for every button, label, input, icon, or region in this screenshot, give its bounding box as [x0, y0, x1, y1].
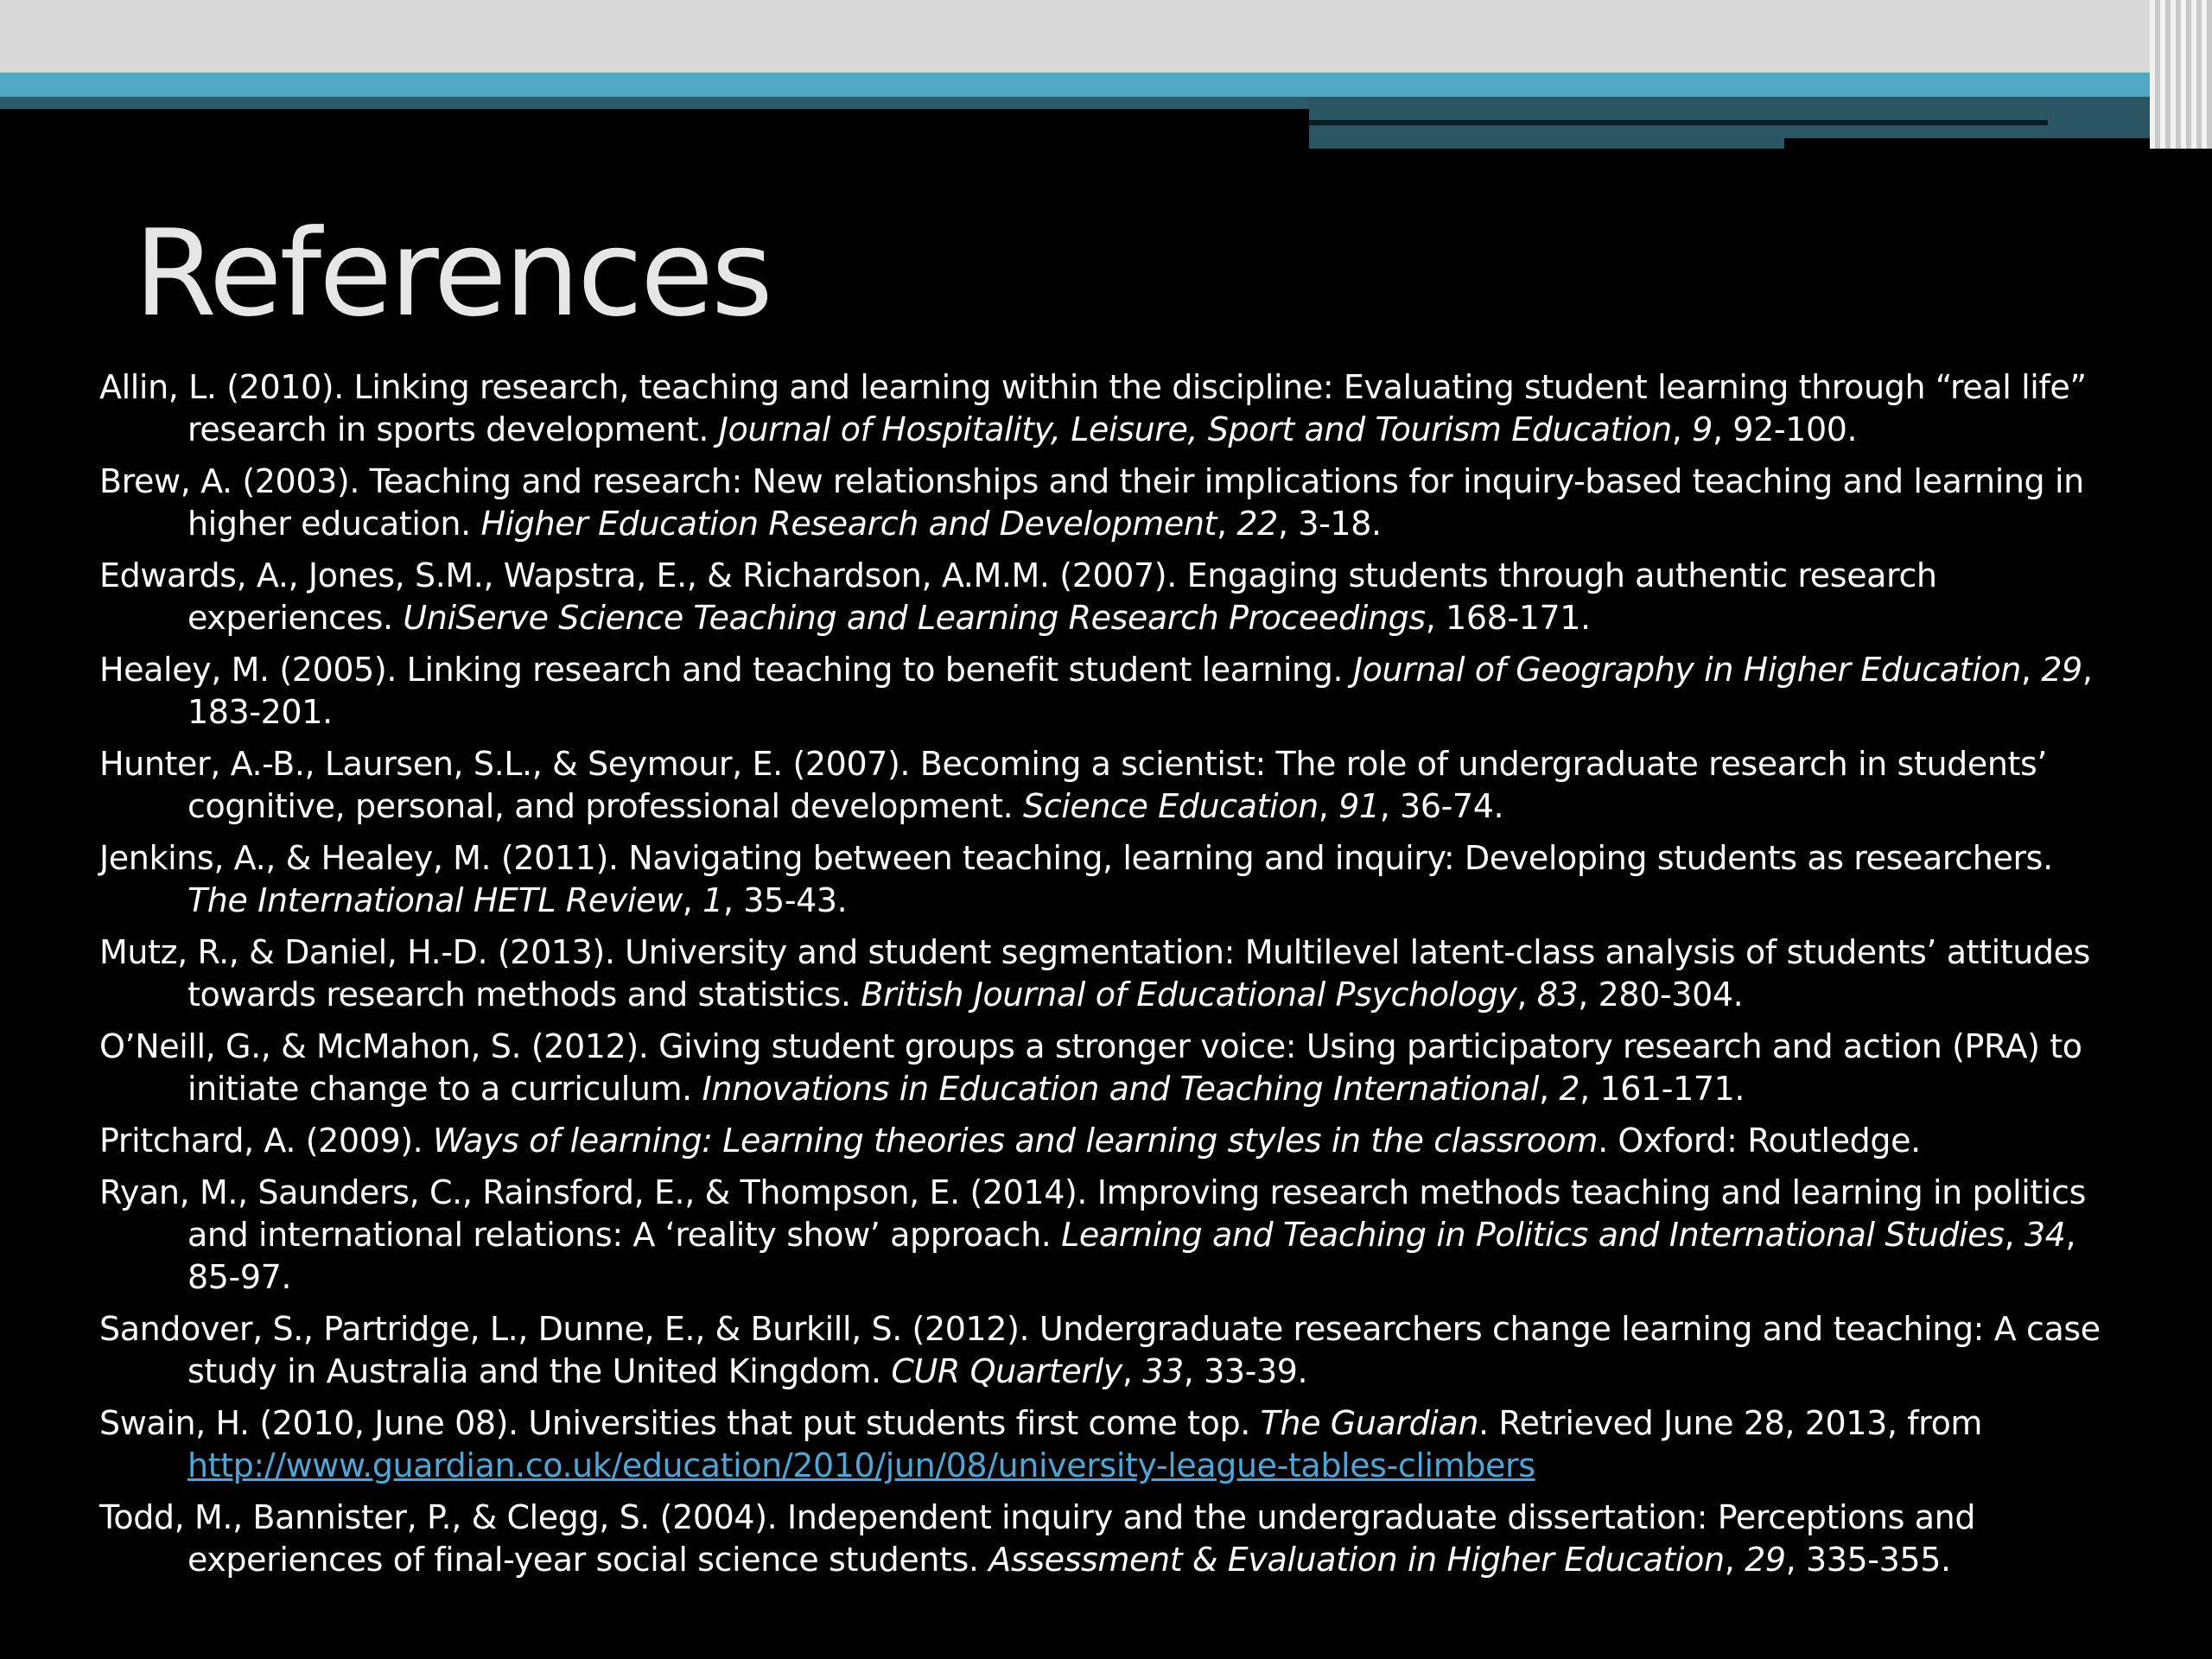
- reference-pages: , 35-43.: [722, 881, 848, 919]
- reference-volume: 22: [1236, 505, 1278, 543]
- reference-source: Higher Education Research and Development: [480, 505, 1217, 543]
- reference-text: Healey, M. (2005). Linking research and teaching to benefit student learning.: [99, 651, 1353, 689]
- reference-item: [99, 1308, 2104, 1393]
- reference-text: Swain, H. (2010, June 08). Universities that put students first come top.: [99, 1404, 1261, 1442]
- reference-item: [99, 1497, 2104, 1581]
- reference-source: UniServe Science Teaching and Learning Research Proceedings: [403, 599, 1426, 637]
- reference-item: [99, 461, 2104, 545]
- reference-pages: . Oxford: Routledge.: [1598, 1122, 1921, 1160]
- reference-pages: , 161-171.: [1580, 1070, 1745, 1108]
- reference-text: Todd, M., Bannister, P., & Clegg, S. (2004). Independent inquiry and the undergraduate dissertation: Perceptions and experiences of final-year social science students.: [99, 1498, 1976, 1579]
- reference-text: O’Neill, G., & McMahon, S. (2012). Giving student groups a stronger voice: Using participatory research and action (PRA) to initiate change to a curriculum.: [99, 1027, 2082, 1108]
- reference-pages: . Retrieved June 28, 2013, from: [1478, 1404, 1983, 1442]
- reference-separator: ,: [1318, 787, 1339, 825]
- reference-source: Learning and Teaching in Politics and International Studies: [1061, 1216, 2005, 1254]
- reference-item: [99, 743, 2104, 828]
- reference-separator: ,: [1671, 410, 1693, 448]
- reference-separator: ,: [682, 881, 703, 919]
- reference-pages: , 85-97.: [188, 1216, 2076, 1296]
- reference-source: Assessment & Evaluation in Higher Education: [988, 1541, 1725, 1579]
- header-gray-band: [0, 0, 2212, 73]
- reference-text: Ryan, M., Saunders, C., Rainsford, E., & Thompson, E. (2014). Improving research methods teaching and learning in politics and international relations: A ‘reality show’ approach.: [99, 1173, 2086, 1254]
- reference-source: Innovations in Education and Teaching International: [702, 1070, 1539, 1108]
- reference-item: [99, 1026, 2104, 1110]
- reference-pages: , 168-171.: [1425, 599, 1591, 637]
- reference-source: Ways of learning: Learning theories and learning styles in the classroom: [433, 1122, 1599, 1160]
- reference-separator: ,: [1516, 976, 1537, 1014]
- reference-text: Mutz, R., & Daniel, H.-D. (2013). University and student segmentation: Multilevel latent-class analysis of students’ attitudes towards research methods and statistics.: [99, 933, 2091, 1014]
- reference-link[interactable]: http://www.guardian.co.uk/education/2010/jun/08/university-league-tables-climbers: [188, 1446, 1535, 1484]
- reference-source: The Guardian: [1260, 1404, 1479, 1442]
- reference-separator: ,: [1122, 1352, 1143, 1390]
- reference-item: [99, 555, 2104, 639]
- reference-text: Pritchard, A. (2009).: [99, 1122, 434, 1160]
- reference-source: Journal of Geography in Higher Education: [1352, 651, 2021, 689]
- header-stripe-accent: [2150, 0, 2212, 149]
- reference-text: Sandover, S., Partridge, L., Dunne, E., & Burkill, S. (2012). Undergraduate researchers change learning and teaching: A case study in Australia and the United Kingdom.: [99, 1310, 2101, 1390]
- reference-pages: , 183-201.: [188, 651, 2093, 731]
- header-teal-notch: [1784, 138, 2160, 150]
- reference-pages: , 335-355.: [1785, 1541, 1951, 1579]
- reference-item: [99, 649, 2104, 734]
- reference-item: [99, 366, 2104, 451]
- reference-separator: ,: [1724, 1541, 1745, 1579]
- reference-volume: 91: [1338, 787, 1380, 825]
- reference-pages: , 36-74.: [1379, 787, 1504, 825]
- reference-list: [99, 366, 2104, 1591]
- reference-volume: 1: [702, 881, 723, 919]
- reference-volume: 34: [2024, 1216, 2066, 1254]
- header-blue-band: [0, 73, 2160, 97]
- reference-pages: , 92-100.: [1712, 410, 1858, 448]
- header-dark-strip: [0, 97, 1309, 109]
- reference-text: Jenkins, A., & Healey, M. (2011). Navigating between teaching, learning and inquiry: Developing students as researchers.: [99, 839, 2053, 877]
- reference-source: Journal of Hospitality, Leisure, Sport and Tourism Education: [718, 410, 1672, 448]
- reference-source: The International HETL Review: [188, 881, 683, 919]
- reference-item: [99, 1172, 2104, 1299]
- reference-volume: 33: [1142, 1352, 1184, 1390]
- reference-volume: 83: [1536, 976, 1579, 1014]
- reference-separator: ,: [1538, 1070, 1560, 1108]
- page-title: References: [134, 204, 771, 343]
- reference-pages: , 3-18.: [1277, 505, 1382, 543]
- reference-pages: , 33-39.: [1183, 1352, 1308, 1390]
- reference-text: Brew, A. (2003). Teaching and research: New relationships and their implications for inquiry-based teaching and learning in higher education.: [99, 462, 2084, 543]
- reference-item: [99, 1120, 2104, 1162]
- reference-volume: 9: [1692, 410, 1713, 448]
- reference-source: British Journal of Educational Psychology: [861, 976, 1517, 1014]
- reference-volume: 29: [1745, 1541, 1786, 1579]
- reference-separator: ,: [1217, 505, 1237, 543]
- reference-separator: ,: [2020, 651, 2042, 689]
- reference-separator: ,: [2004, 1216, 2024, 1254]
- reference-volume: 29: [2041, 651, 2082, 689]
- reference-text: Allin, L. (2010). Linking research, teaching and learning within the discipline: Evaluating student learning through “real life” research in sports development.: [99, 368, 2087, 448]
- reference-text: Hunter, A.-B., Laursen, S.L., & Seymour, E. (2007). Becoming a scientist: The role of undergraduate research in students’ cognitive, personal, and professional development.: [99, 745, 2048, 825]
- reference-item: [99, 931, 2104, 1016]
- reference-item: [99, 837, 2104, 922]
- reference-volume: 2: [1559, 1070, 1580, 1108]
- reference-item: [99, 1402, 2104, 1487]
- reference-source: CUR Quarterly: [891, 1352, 1122, 1390]
- reference-source: Science Education: [1022, 787, 1319, 825]
- reference-text: Edwards, A., Jones, S.M., Wapstra, E., & Richardson, A.M.M. (2007). Engaging students through authentic research experiences.: [99, 556, 1937, 637]
- header-teal-line: [1309, 120, 2048, 125]
- reference-pages: , 280-304.: [1578, 976, 1744, 1014]
